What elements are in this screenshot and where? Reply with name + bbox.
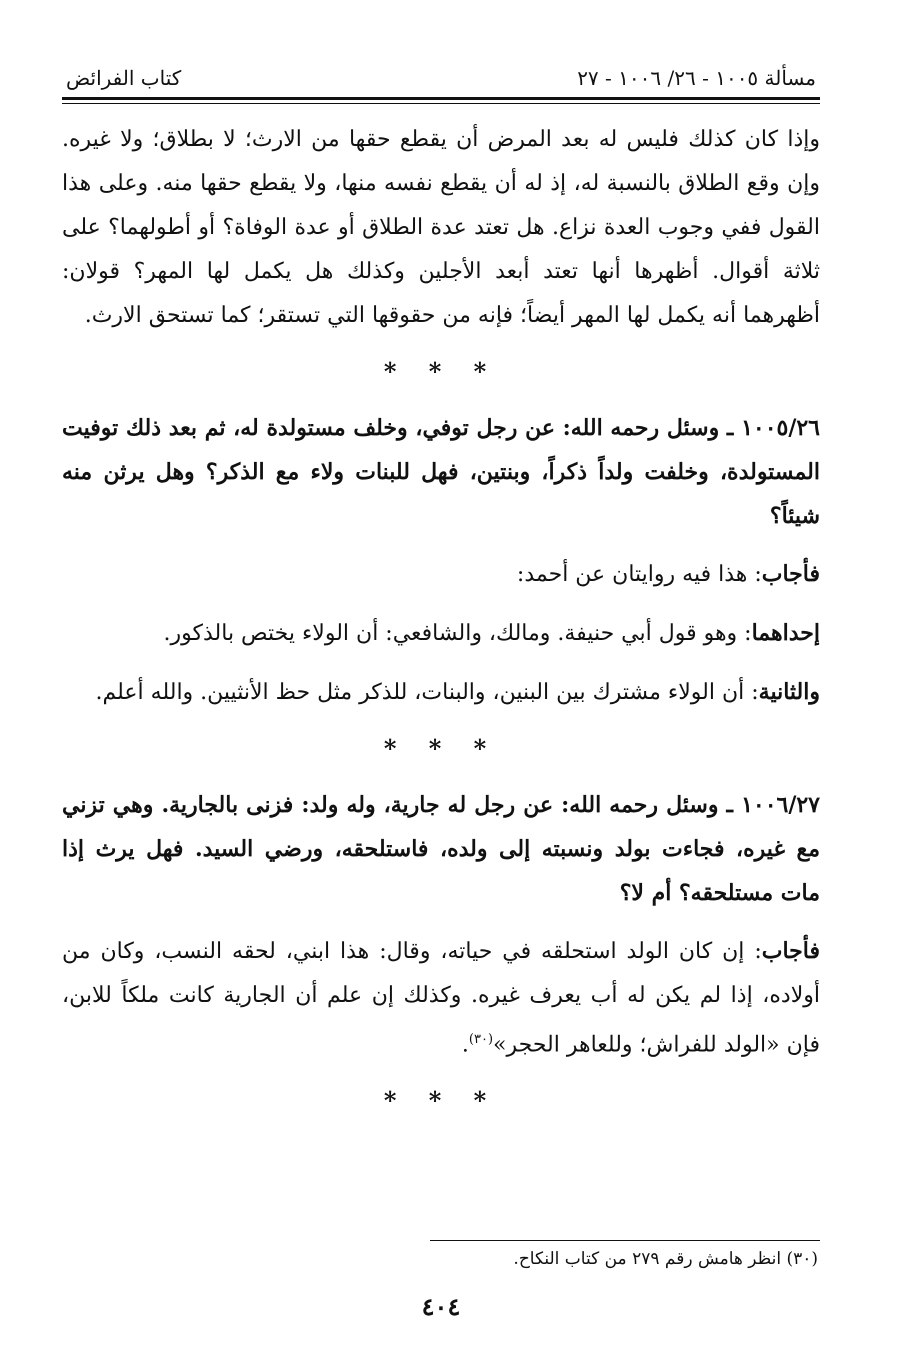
separator-3: * * *: [383, 1086, 499, 1116]
footnote-rule: [430, 1240, 820, 1241]
second-lead: والثانية: [758, 679, 820, 705]
header-title: مسألة ١٠٠٥ - ٢٦/ ١٠٠٦ - ٢٧: [577, 66, 816, 90]
footnote-ref[interactable]: (٣٠): [468, 1032, 494, 1047]
answer-1005-second: والثانية: أن الولاء مشترك بين البنين، والبنات، للذكر مثل حظ الأنثيين. والله أعلم.: [95, 679, 820, 705]
answer-lead: فأجاب: [761, 561, 820, 587]
footnote: (٣٠) انظر هامش رقم ٢٧٩ من كتاب النكاح.: [513, 1249, 818, 1269]
separator-1: * * *: [383, 357, 499, 386]
answer-1005: فأجاب: هذا فيه روايتان عن أحمد:: [516, 561, 820, 587]
question-1006: ١٠٠٦/٢٧ ـ وسئل رحمه الله: عن رجل له جارية، وله ولد: فزنى بالجارية. وهي تزني مع غيره، فجاءت بولد ونسبته إلى ولده، فاستلحقه، ورضي السيد. فهل يرث إذا مات مستلحقه؟ أم لا؟: [62, 792, 820, 906]
answer-1006: فأجاب: إن كان الولد استحلقه في حياته، وقال: هذا ابني، لحقه النسب، وكان من أولاده، إذا لم يكن له أب يعرف غيره. وكذلك إن علم أن الجارية كانت ملكاً للابن، فإن «الولد للفراش؛ وللعاهر الحجر»$^{(٣٠)}$.: [62, 938, 820, 1058]
running-header: [62, 56, 820, 96]
header-book: كتاب الفرائض: [66, 66, 182, 90]
header-rule-thin: [62, 103, 820, 104]
page-number: ٤٠٤: [421, 1292, 461, 1321]
header-rule-thick: [62, 97, 820, 100]
paragraph-1: وإذا كان كذلك فليس له بعد المرض أن يقطع حقها من الارث؛ لا بطلاق؛ ولا غيره. وإن وقع الطلاق بالنسبة له، إذ له أن يقطع نفسه منها، ولا يقطع حقها منه. وعلى هذا القول ففي وجوب العدة نزاع. هل تعتد عدة الطلاق أو عدة الوفاة؟ أو أطولهما؟ على ثلاثة أقوال. أظهرها أنها تعتد أبعد الأجلين وكذلك هل يكمل لها المهر؟ قولان: أظهرهما أنه يكمل لها المهر أيضاً؛ فإنه من حقوقها التي تستقر؛ كما تستحق الارث.: [62, 127, 820, 328]
question-1005: ١٠٠٥/٢٦ ـ وسئل رحمه الله: عن رجل توفي، وخلف مستولدة له، ثم بعد ذلك توفيت المستولدة، وخلفت ولداً ذكراً، وبنتين، فهل للبنات ولاء مع الذكر؟ وهل يرثن منه شيئاً؟: [62, 415, 820, 529]
answer-lead: فأجاب: [761, 938, 820, 964]
first-lead: إحداهما: [751, 620, 820, 646]
page-body: [62, 118, 820, 1135]
separator-2: * * *: [383, 734, 499, 763]
answer-1005-first: إحداهما: وهو قول أبي حنيفة. ومالك، والشافعي: أن الولاء يختص بالذكور.: [163, 620, 820, 646]
